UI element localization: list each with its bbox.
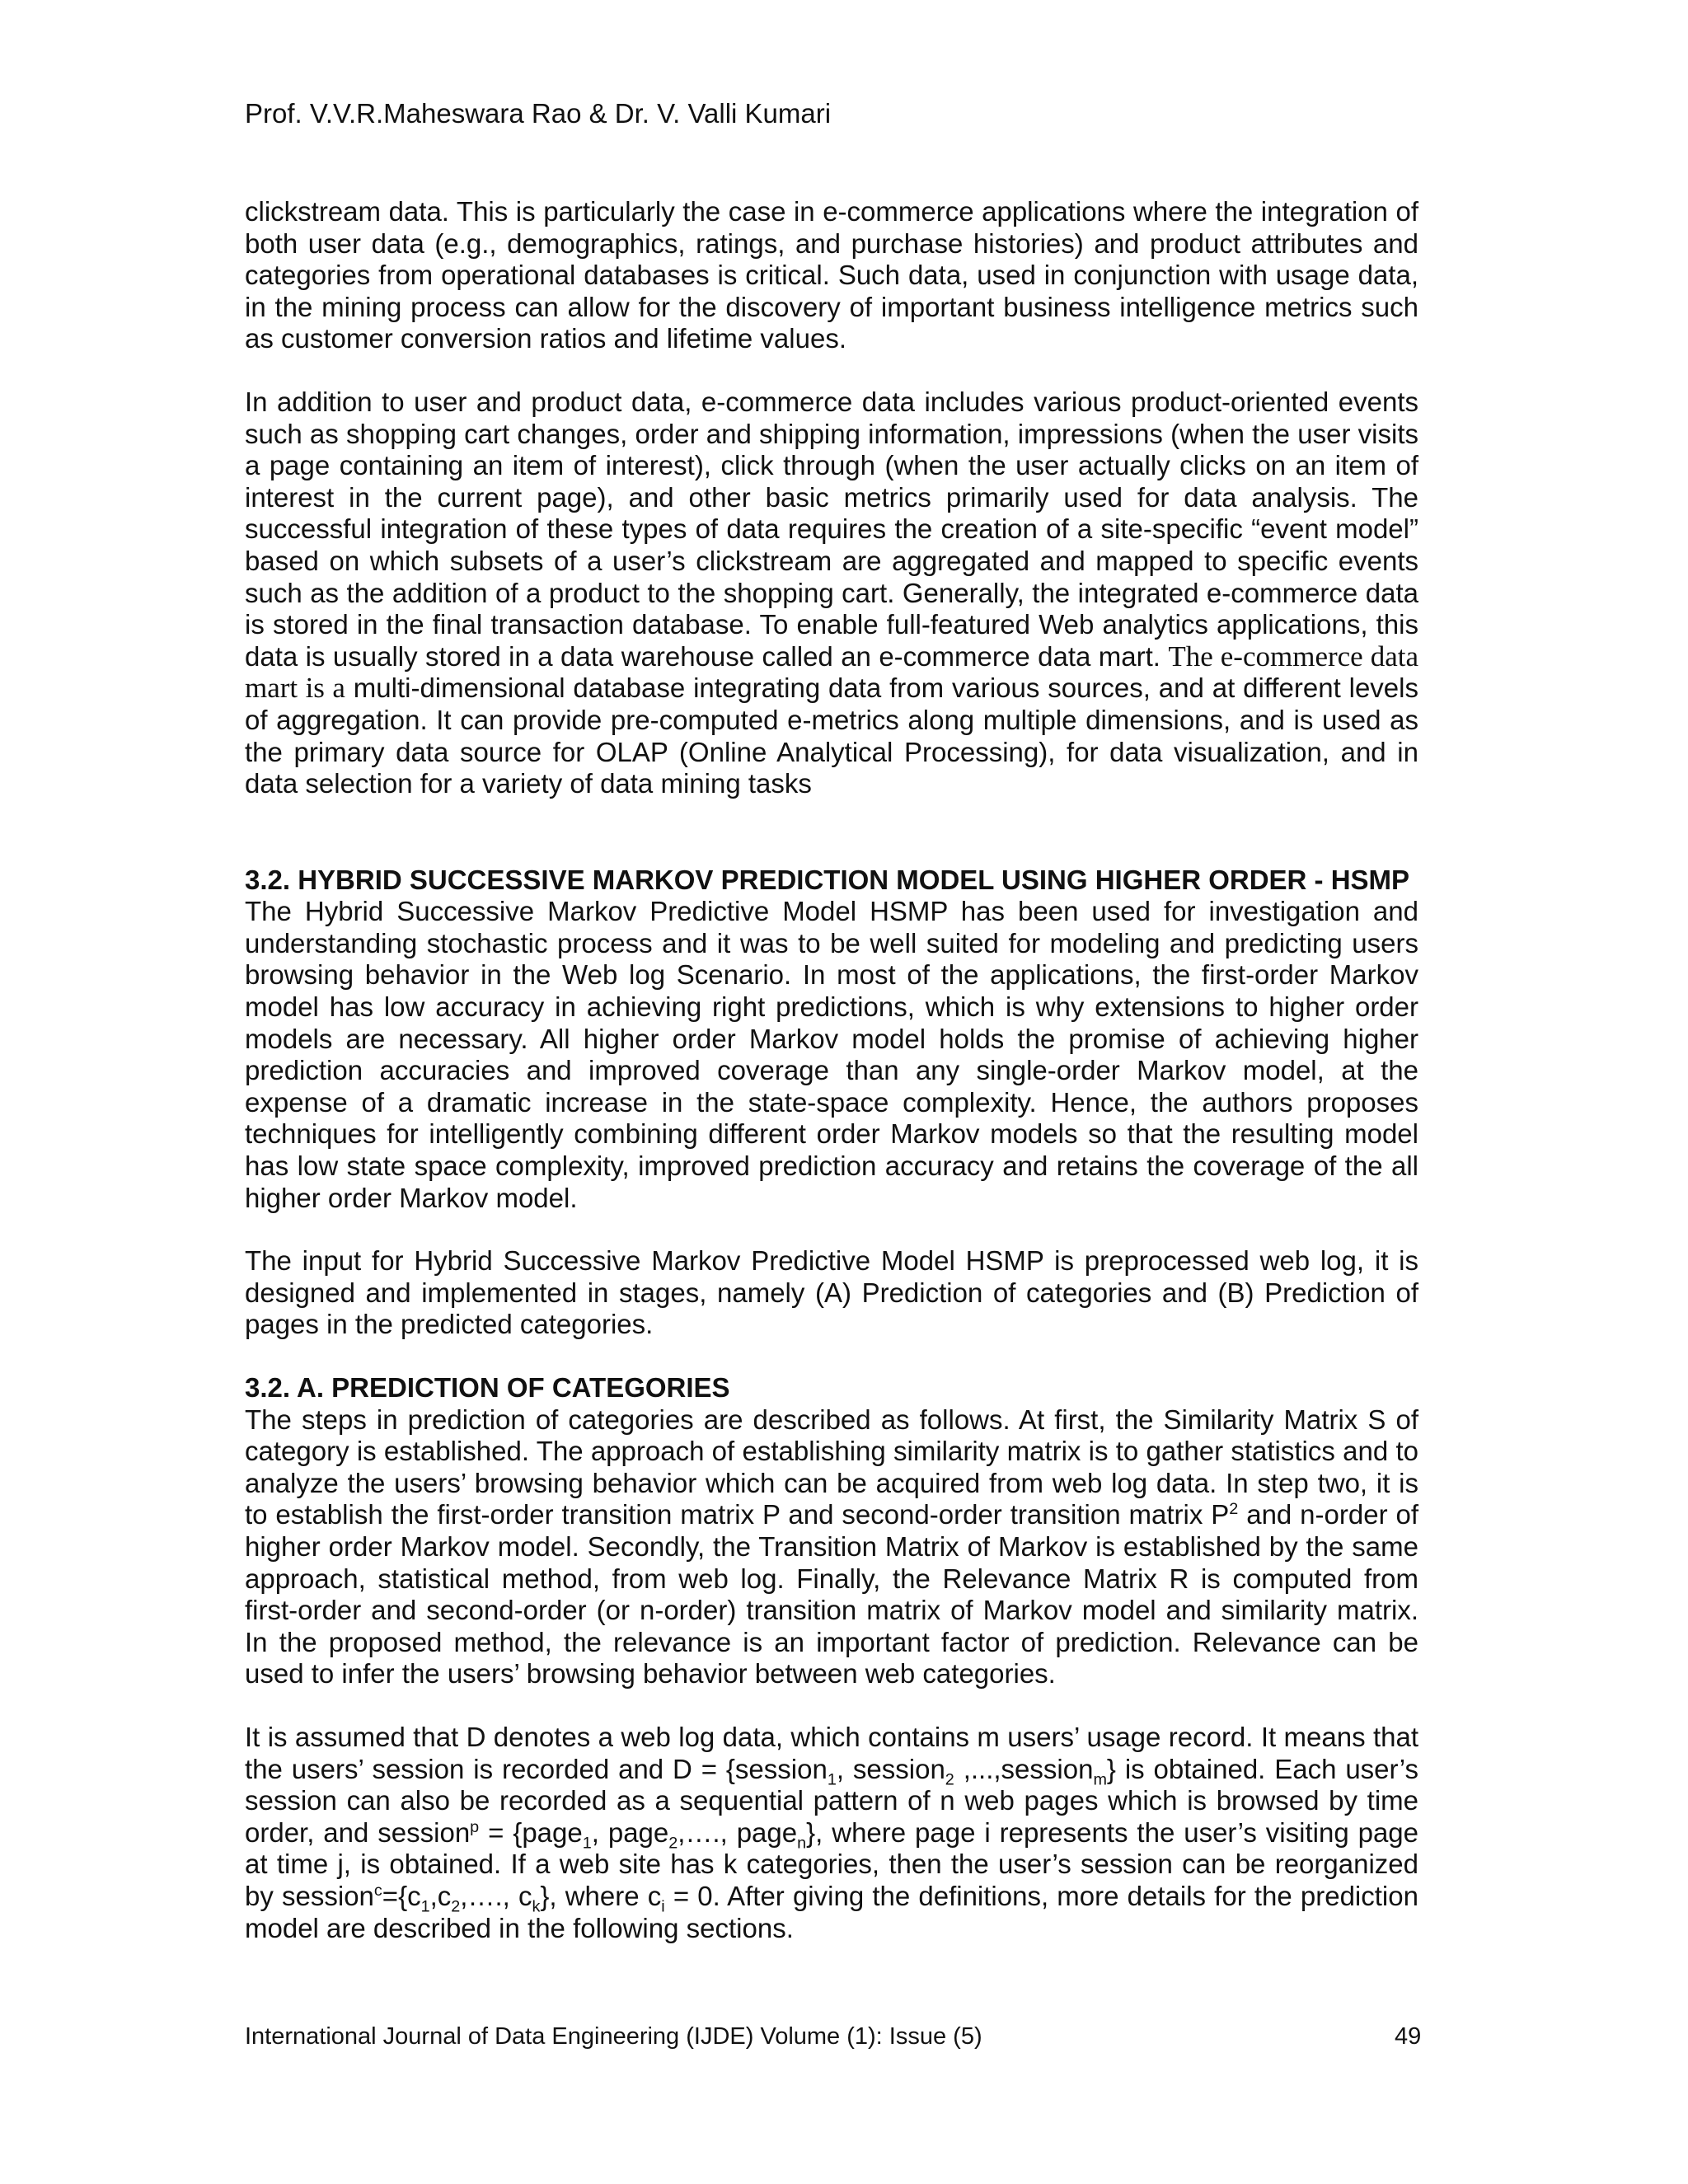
- def-subscript: 1: [827, 1770, 837, 1789]
- paragraph-ecommerce-text-a: In addition to user and product data, e-commerce data includes various product-oriented events such as shopping cart changes, order and shipping information, impressions (when the user visits a page containing an item of interest), click through (when the user actually clicks on an item of interest in the current page), and other basic metrics primarily used for data analysis. The successful integration of these types of data requires the creation of a site-specific “event model” based on which subsets of a user’s clickstream are aggregated and mapped to specific events such as the addition of a product to the shopping cart. Generally, the integrated e-commerce data is stored in the final transaction database. To enable full-featured Web analytics applications, this data is usually stored in a data warehouse called an e-commerce data mart.: [245, 386, 1418, 672]
- def-text: It is assumed that D denotes a web log data, which contains m users’ usage record. It means that the users’ session is recorded and D = {session: [245, 1721, 1418, 1784]
- paragraph-ecommerce-data: [245, 387, 1418, 800]
- def-superscript: p: [470, 1817, 480, 1836]
- def-text: ,…., page: [678, 1816, 798, 1848]
- prediction-steps-text-b: and n-order of higher order Markov model. Secondly, the Transition Matrix of Markov is established by the same approach, statistical method, from web log. Finally, the Relevance Matrix R is computed from first-order and second-order (or n-order) transition matrix of Markov model and similarity matrix. In the proposed method, the relevance is an important factor of prediction. Relevance can be used to infer the users’ browsing behavior between web categories.: [245, 1499, 1418, 1690]
- def-text: ,...,session: [954, 1753, 1094, 1784]
- def-text: ={c: [382, 1880, 421, 1911]
- footer-page-number: 49: [1395, 2023, 1422, 2050]
- def-text: = {page: [479, 1816, 583, 1848]
- superscript-2: 2: [1229, 1500, 1239, 1519]
- footer-journal-info: International Journal of Data Engineering (IJDE) Volume (1): Issue (5): [245, 2023, 982, 2050]
- paragraph-clickstream: clickstream data. This is particularly the case in e-commerce applications where the integration of both user data (e.g., demographics, ratings, and purchase histories) and product attributes and categories from operational databases is critical. Such data, used in conjunction with usage data, in the mining process can allow for the discovery of important business intelligence metrics such as customer conversion ratios and lifetime values.: [245, 196, 1418, 354]
- main-text-column: [245, 196, 1418, 1944]
- def-text: }, where page i represents the user’s visiting page at time j, is obtained. If a web site has k categories, then the user’s session can be reorganized by session: [245, 1816, 1419, 1911]
- def-text: ,c: [429, 1880, 452, 1911]
- def-text: , session: [836, 1753, 945, 1784]
- prediction-steps-text-a: The steps in prediction of categories are described as follows. At first, the Similarity Matrix S of category is established. The approach of establishing similarity matrix is to gather statistics and to analyze the users’ browsing behavior which can be acquired from web log data. In step two, it is to establish the first-order transition matrix P and second-order transition matrix P: [245, 1404, 1418, 1530]
- def-superscript: c: [373, 1881, 382, 1900]
- def-subscript: 2: [451, 1897, 461, 1916]
- def-text: }, where c: [540, 1880, 662, 1911]
- def-subscript: i: [661, 1897, 665, 1916]
- paragraph-prediction-steps: [245, 1404, 1418, 1690]
- section-heading-3-2-a: 3.2. A. PREDICTION OF CATEGORIES: [245, 1372, 730, 1403]
- running-header-authors: Prof. V.V.R.Maheswara Rao & Dr. V. Valli Kumari: [245, 98, 832, 129]
- def-subscript: n: [797, 1834, 807, 1853]
- def-subscript: k: [532, 1897, 541, 1916]
- def-text: = 0. After giving the definitions, more details for the prediction model are described in the following sections.: [245, 1880, 1418, 1943]
- def-subscript: 1: [582, 1834, 592, 1853]
- def-subscript: 1: [420, 1897, 430, 1916]
- section-heading-3-2: 3.2. HYBRID SUCCESSIVE MARKOV PREDICTION MODEL USING HIGHER ORDER - HSMP: [245, 864, 1410, 895]
- def-subscript: 2: [668, 1834, 678, 1853]
- paragraph-hsmp-input: The input for Hybrid Successive Markov Predictive Model HSMP is preprocessed web log, it is designed and implemented in stages, namely (A) Prediction of categories and (B) Prediction of pages in the predicted categories.: [245, 1245, 1418, 1340]
- def-text: , page: [591, 1816, 669, 1848]
- paragraph-hsmp-intro: The Hybrid Successive Markov Predictive Model HSMP has been used for investigation and understanding stochastic process and it was to be well suited for modeling and predicting users browsing behavior in the Web log Scenario. In most of the applications, the first-order Markov model has low accuracy in achieving right predictions, which is why extensions to higher order models are necessary. All higher order Markov model holds the promise of achieving higher prediction accuracies and improved coverage than any single-order Markov model, at the expense of a dramatic increase in the state-space complexity. Hence, the authors proposes techniques for intelligently combining different order Markov models so that the resulting model has low state space complexity, improved prediction accuracy and retains the coverage of the all higher order Markov model.: [245, 896, 1418, 1213]
- def-subscript: 2: [945, 1770, 954, 1789]
- paragraph-weblog-definitions: [245, 1722, 1418, 1944]
- def-text: } is obtained. Each user’s session can also be recorded as a sequential pattern of n web pages which is browsed by time order, and session: [245, 1753, 1418, 1848]
- paragraph-ecommerce-text-b: multi-dimensional database integrating data from various sources, and at different levels of aggregation. It can provide pre-computed e-metrics along multiple dimensions, and is used as the primary data source for OLAP (Online Analytical Processing), for data visualization, and in data selection for a variety of data mining tasks: [245, 673, 1418, 799]
- def-subscript: m: [1093, 1770, 1107, 1789]
- paragraph-ecommerce-serif-text: The e-commerce data mart is a: [245, 640, 1419, 705]
- def-text: ,…., c: [460, 1880, 532, 1911]
